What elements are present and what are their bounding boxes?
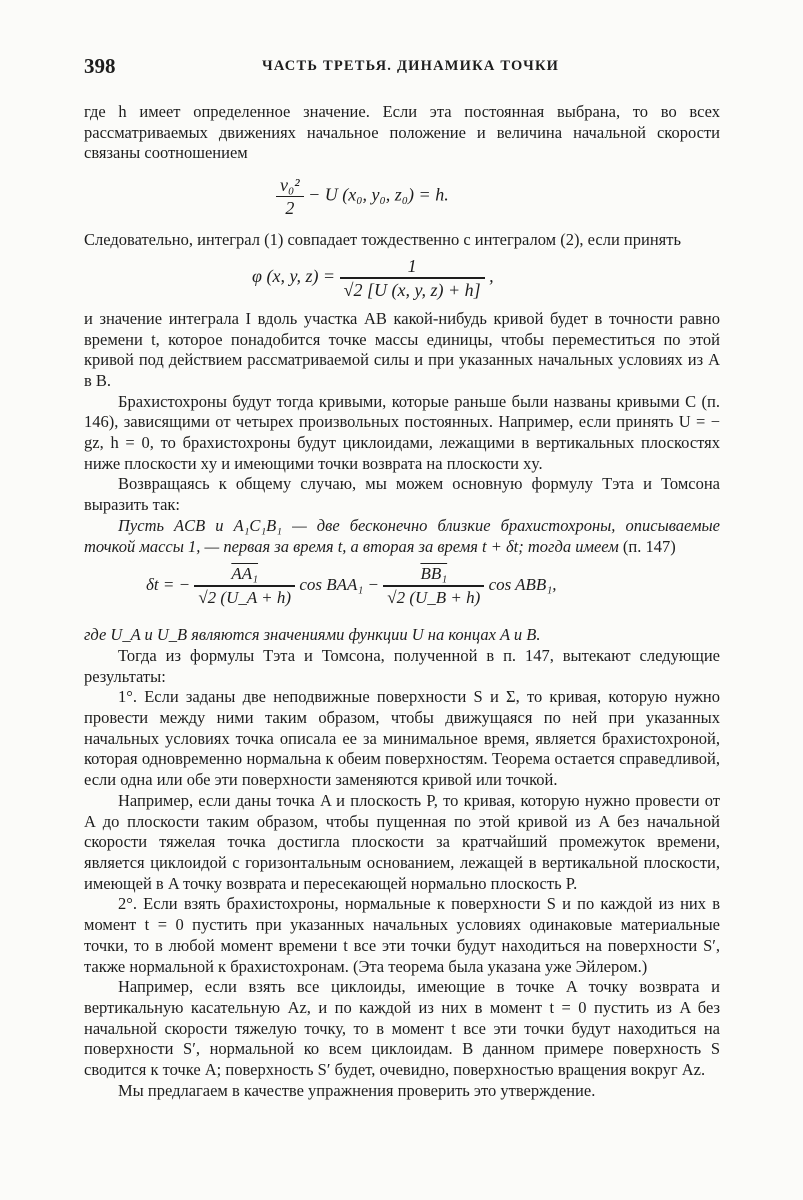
section-reference: (п. 147) [622, 536, 676, 556]
equation-tail: , [489, 265, 494, 286]
fraction-denominator: √2 (U_B + h) [383, 586, 484, 609]
paragraph-1: где h имеет определенное значение. Если эта постоянная выбрана, то во всех рассматриваемых движениях начальное положение и величина начальной скорости связаны соотношением [84, 102, 720, 163]
paragraph-9: 1°. Если заданы две неподвижные поверхности S и Σ, то кривая, которую нужно провести между ними таким образом, чтобы движущаяся по ней при указанных начальных условиях точка описала ее за минимальное время, является брахистохроной, которая одновременно нормальна к обеим поверхностям. Теорема остается справедливой, если одна или обе эти поверхности заменяются кривой или точкой. [84, 687, 720, 790]
equation-lhs: φ (x, y, z) = [252, 265, 336, 286]
paragraph-3: и значение интеграла I вдоль участка AB какой-нибудь кривой будет в точности равно времени t, которое понадобится точке массы единицы, чтобы переместиться по этой кривой под действием рассматриваемой силы и при указанных начальных условиях из A в B. [84, 308, 720, 390]
paragraph-7: где U_A и U_B являются значениями функции U на концах A и B. [84, 625, 541, 645]
book-page [84, 54, 720, 1101]
paragraph-11: 2°. Если взять брахистохроны, нормальные к поверхности S и по каждой из них в момент t = 0 пустить при указанных начальных условиях одинаковые материальные точки, то в любой момент времени t все эти точки будут находиться на поверхности S′, также нормальной к брахистохронам. (Эта теорема была указана уже Эйлером.) [84, 894, 720, 976]
page-number: 398 [84, 54, 116, 78]
cos-term-2: cos ABB₁, [488, 575, 557, 595]
fraction-denominator: 2 [285, 198, 295, 219]
fraction-denominator: √2 (U_A + h) [194, 586, 295, 609]
paragraph-10: Например, если даны точка A и плоскость P, то кривая, которую нужно провести от A до плоскости таким образом, чтобы пущенная по этой кривой из A без начальной скорости тяжелая точка достигла плоскости за кратчайший промежуток времени, является циклоидой с горизонтальным основанием, лежащей в вертикальной плоскости, имеющей в A точку возврата и пересекающей нормально плоскость P. [84, 790, 720, 893]
paragraph-5: Возвращаясь к общему случаю, мы можем основную формулу Тэта и Томсона выразить так: [84, 474, 720, 515]
paragraph-13: Мы предлагаем в качестве упражнения проверить это утверждение. [118, 1080, 596, 1100]
equation-tait-thomson [146, 563, 720, 619]
equation-energy [276, 174, 720, 224]
fraction-v0-squared [276, 174, 304, 219]
page-header [84, 54, 720, 80]
paragraph-8: Тогда из формулы Тэта и Томсона, полученной в п. 147, вытекают следующие результаты: [84, 645, 720, 686]
paragraph-6 [84, 516, 720, 557]
paragraph-12: Например, если взять все циклоиды, имеющие в точке A точку возврата и вертикальную касательную Az, и по каждой из них в момент t = 0 пустить из A без начальной скорости тяжелую точку, то в момент t все эти точки будут находиться на поверхности S′, нормальной ко всем циклоидам. В данном примере поверхность S сводится к точке A; поверхность S′ будет, очевидно, поверхностью вращения вокруг Az. [84, 977, 720, 1080]
equation-rest: − U (x₀, y₀, z₀) = h. [308, 184, 449, 205]
cos-term-1: cos BAA₁ − [299, 575, 380, 595]
fraction-denominator: √2 [U (x, y, z) + h] [340, 278, 485, 301]
fraction-phi [340, 255, 485, 301]
equation-phi [252, 255, 720, 305]
theorem-statement: Пусть ACB и A₁C₁B₁ — две бесконечно близкие брахистохроны, описываемые точкой массы 1, — первая за время t, а вторая за время t + δt; тогда имеем [84, 515, 720, 556]
fraction-numerator: AA₁ [194, 563, 295, 586]
equation-lhs: δt = − [146, 575, 191, 595]
paragraph-4: Брахистохроны будут тогда кривыми, которые раньше были названы кривыми C (п. 146), зависящими от четырех произвольных постоянных. Например, если принять U = − gz, h = 0, то брахистохроны будут циклоидами, лежащими в вертикальных плоскостях ниже плоскости xy и имеющими точки возврата на плоскости xy. [84, 391, 720, 473]
fraction-bb1 [383, 563, 484, 609]
fraction-numerator: v₀² [276, 174, 304, 197]
paragraph-2: Следовательно, интеграл (1) совпадает тождественно с интегралом (2), если принять [84, 230, 681, 250]
fraction-numerator: BB₁ [383, 563, 484, 586]
running-head: ЧАСТЬ ТРЕТЬЯ. ДИНАМИКА ТОЧКИ [262, 58, 560, 74]
fraction-aa1 [194, 563, 295, 609]
fraction-numerator: 1 [340, 255, 485, 278]
